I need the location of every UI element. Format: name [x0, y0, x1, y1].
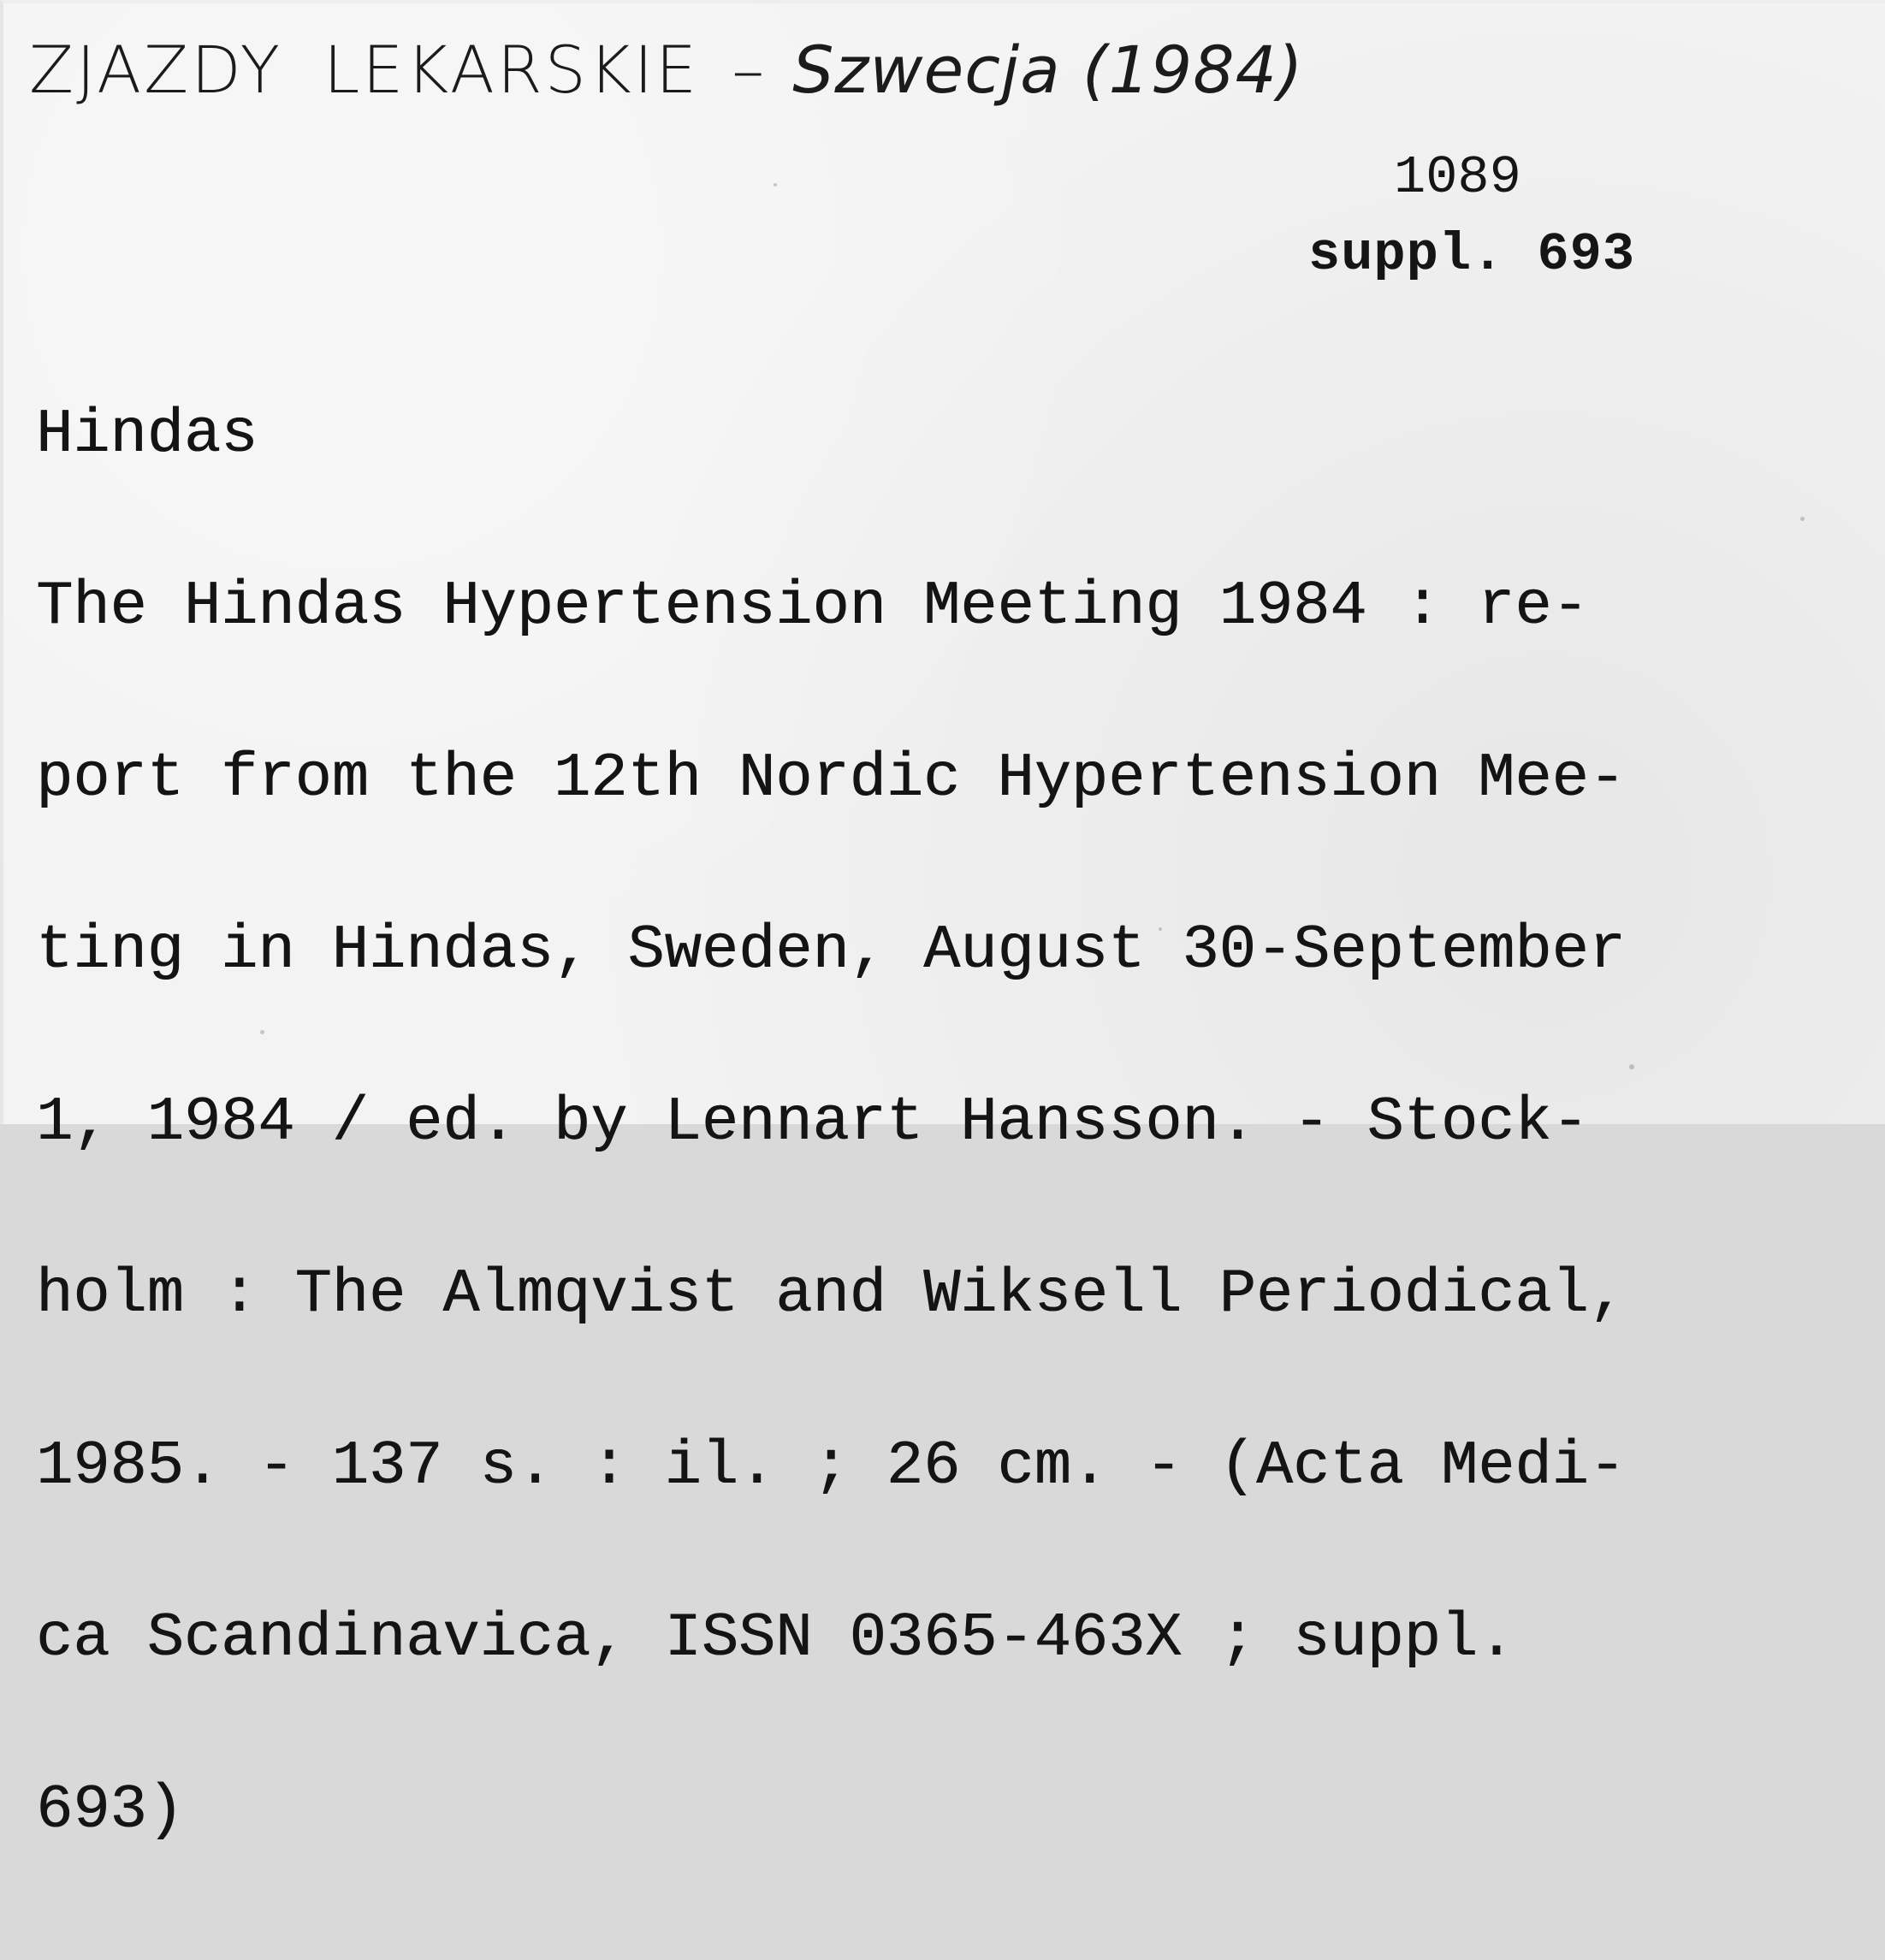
call-number-supplement: suppl. 693 — [1308, 224, 1636, 285]
paper-speck — [1629, 1064, 1634, 1069]
entry-line: holm : The Almqvist and Wiksell Periodical, — [36, 1259, 1626, 1329]
entry-line: 693) — [36, 1775, 184, 1845]
entry-line: port from the 12th Nordic Hypertension Mee- — [36, 743, 1626, 814]
entry-line: ca Scandinavica, ISSN 0365-463X ; suppl. — [36, 1603, 1515, 1673]
paper-speck — [774, 183, 777, 187]
entry-line: The Hindas Hypertension Meeting 1984 : re- — [36, 571, 1589, 642]
paper-speck — [1800, 517, 1805, 521]
subject-heading-term: ZJAZDY — [29, 32, 282, 108]
subject-heading-dash: – — [732, 32, 768, 108]
paper-speck — [1159, 927, 1162, 931]
subject-heading — [29, 32, 1304, 108]
entry-line: ting in Hindas, Sweden, August 30-September — [36, 915, 1626, 986]
subject-heading-term-2: LEKARSKIE — [323, 32, 700, 108]
entry-line: 1, 1984 / ed. by Lennart Hansson. - Stock- — [36, 1087, 1589, 1158]
bibliographic-entry — [36, 292, 1626, 1954]
subject-heading-place-year: Szwecja (1984) — [792, 32, 1304, 108]
entry-line-main-heading: Hindas — [36, 400, 258, 470]
entry-line: 1985. - 137 s. : il. ; 26 cm. - (Acta Medi- — [36, 1431, 1626, 1501]
paper-speck — [260, 1030, 264, 1034]
call-number: 1089 — [1394, 147, 1521, 208]
